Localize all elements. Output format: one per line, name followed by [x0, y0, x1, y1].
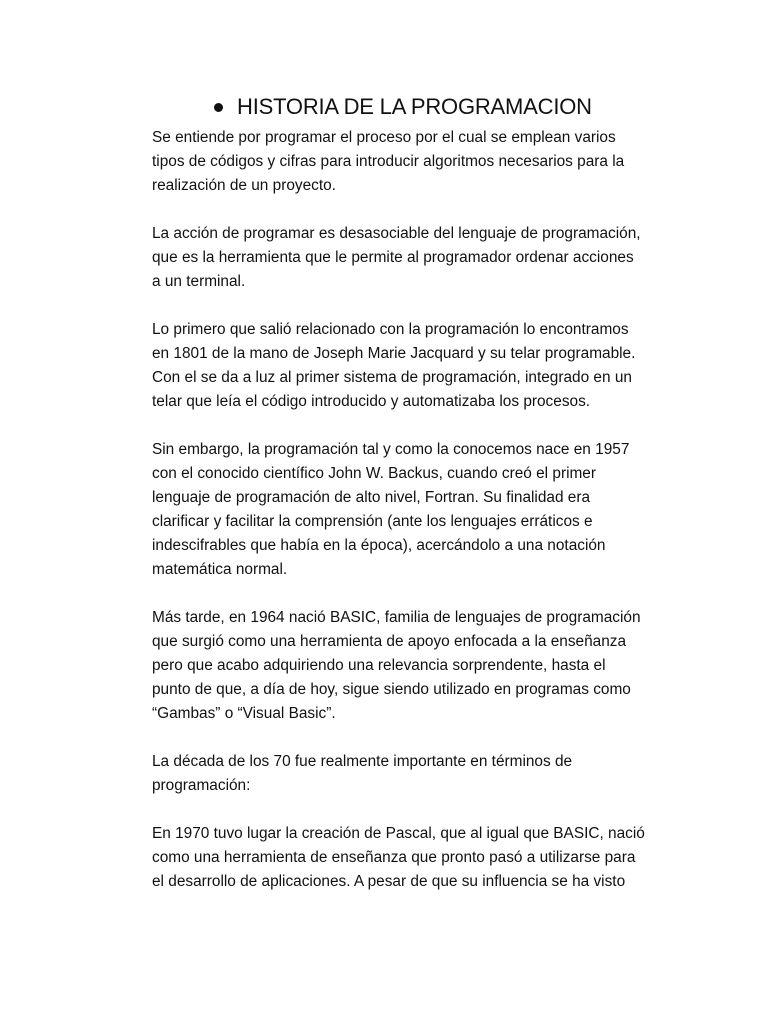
text-line: que surgió como una herramienta de apoyo enfocada a la enseñanza	[152, 633, 627, 650]
text-line: La acción de programar es desasociable del lenguaje de programación,	[152, 225, 641, 242]
text-line: tipos de códigos y cifras para introducir algoritmos necesarios para la	[152, 153, 625, 170]
text-line: En 1970 tuvo lugar la creación de Pascal, que al igual que BASIC, nació	[152, 825, 645, 842]
text-line: que es la herramienta que le permite al programador ordenar acciones	[152, 249, 634, 266]
paragraph	[152, 222, 672, 294]
paragraph	[152, 822, 672, 894]
text-line: en 1801 de la mano de Joseph Marie Jacquard y su telar programable.	[152, 345, 636, 362]
text-line: Se entiende por programar el proceso por el cual se emplean varios	[152, 129, 616, 146]
text-line: realización de un proyecto.	[152, 177, 336, 194]
text-line: pero que acabo adquiriendo una relevancia sorprendente, hasta el	[152, 657, 606, 674]
paragraph	[152, 606, 672, 726]
text-line: como una herramienta de enseñanza que pronto pasó a utilizarse para	[152, 849, 636, 866]
text-line: Sin embargo, la programación tal y como la conocemos nace en 1957	[152, 441, 630, 458]
text-line: Lo primero que salió relacionado con la programación lo encontramos	[152, 321, 629, 338]
document-body	[152, 126, 672, 918]
text-line: lenguaje de programación de alto nivel, Fortran. Su finalidad era	[152, 489, 591, 506]
paragraph	[152, 750, 672, 798]
document-heading	[214, 94, 592, 120]
text-line: a un terminal.	[152, 273, 246, 290]
paragraph	[152, 438, 672, 582]
text-line: matemática normal.	[152, 561, 288, 578]
bullet-icon	[214, 103, 223, 112]
text-line: “Gambas” o “Visual Basic”.	[152, 705, 336, 722]
paragraph	[152, 126, 672, 198]
text-line: La década de los 70 fue realmente importante en términos de	[152, 753, 573, 770]
text-line: con el conocido científico John W. Backus, cuando creó el primer	[152, 465, 596, 482]
paragraph	[152, 318, 672, 414]
heading-text: HISTORIA DE LA PROGRAMACION	[237, 94, 592, 119]
text-line: el desarrollo de aplicaciones. A pesar de que su influencia se ha visto	[152, 873, 626, 890]
text-line: Más tarde, en 1964 nació BASIC, familia de lenguajes de programación	[152, 609, 641, 626]
text-line: programación:	[152, 777, 251, 794]
text-line: indescifrables que había en la época), acercándolo a una notación	[152, 537, 606, 554]
text-line: punto de que, a día de hoy, sigue siendo utilizado en programas como	[152, 681, 631, 698]
text-line: Con el se da a luz al primer sistema de programación, integrado en un	[152, 369, 632, 386]
text-line: clarificar y facilitar la comprensión (ante los lenguajes erráticos e	[152, 513, 593, 530]
text-line: telar que leía el código introducido y automatizaba los procesos.	[152, 393, 591, 410]
